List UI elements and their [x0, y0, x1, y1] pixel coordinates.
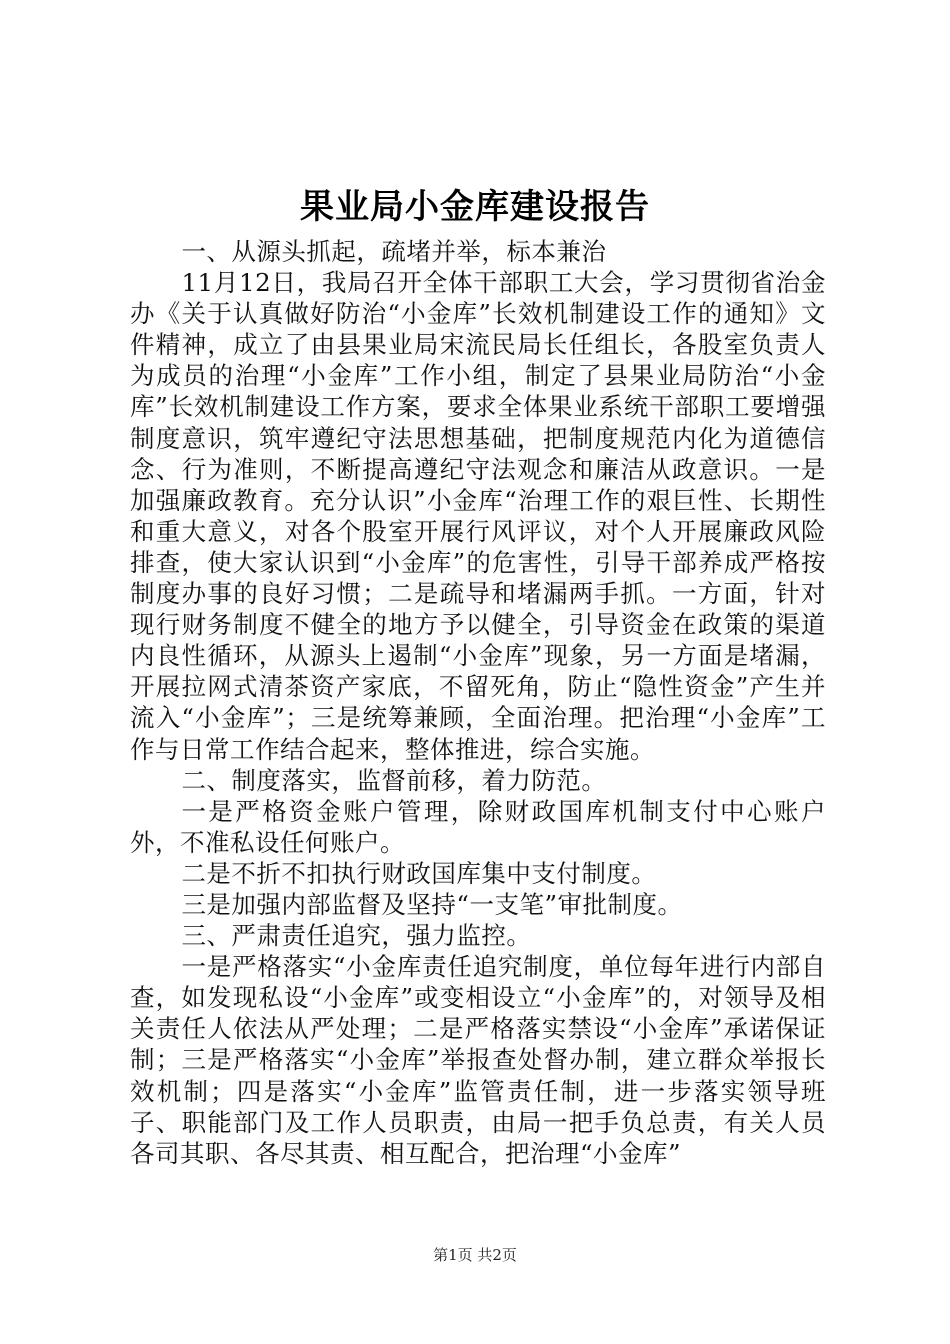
section-heading-3: 三、严肃责任追究，强力监控。 [181, 921, 532, 951]
paragraph-5: 一是严格落实“小金库责任追究制度，单位每年进行内部自查，如发现私设“小金库”或变相设立“小金库”的，对领导及相关责任人依法从严处理；二是严格落实禁设“小金库”承诺保证制；三是严格落实“小金库”举报查处督办制，建立群众举报长效机制；四是落实“小金库”监管责任制，进一步落实领导班子、职能部门及工作人员职责，由局一把手负总责，有关人员各司其职、各尽其责、相互配合，把治理“小金库” [130, 952, 826, 1168]
paragraph-3: 二是不折不扣执行财政国库集中支付制度。 [181, 858, 657, 888]
paragraph-4: 三是加强内部监督及坚持“一支笔”审批制度。 [181, 889, 683, 919]
paragraph-2: 一是严格资金账户管理，除财政国库机制支付中心账户外，不准私设任何账户。 [130, 796, 826, 857]
section-heading-1: 一、从源头抓起，疏堵并举，标本兼治 [181, 237, 607, 266]
document-body [130, 236, 826, 1169]
section-heading-2: 二、制度落实，监督前移，着力防范。 [181, 765, 607, 795]
page-number-footer: 第1页 共2页 [433, 1246, 517, 1264]
document-title: 果业局小金库建设报告 [300, 187, 650, 227]
paragraph-1: 11月12日，我局召开全体干部职工大会，学习贯彻省治金办《关于认真做好防治“小金库”长效机制建设工作的通知》文件精神，成立了由县果业局宋流民局长任组长，各股室负责人为成员的治理“小金库”工作小组，制定了县果业局防治“小金库”长效机制建设工作方案，要求全体果业系统干部职工要增强制度意识，筑牢遵纪守法思想基础，把制度规范内化为道德信念、行为准则，不断提高遵纪守法观念和廉洁从政意识。一是加强廉政教育。充分认识”小金库“治理工作的艰巨性、长期性和重大意义，对各个股室开展行风评议，对个人开展廉政风险排查，使大家认识到“小金库”的危害性，引导干部养成严格按制度办事的良好习惯；二是疏导和堵漏两手抓。一方面，针对现行财务制度不健全的地方予以健全，引导资金在政策的渠道内良性循环，从源头上遏制“小金库”现象，另一方面是堵漏，开展拉网式清茶资产家底，不留死角，防止“隐性资金”产生并流入“小金库”；三是统筹兼顾，全面治理。把治理“小金库”工作与日常工作结合起来，整体推进，综合实施。 [130, 268, 826, 764]
